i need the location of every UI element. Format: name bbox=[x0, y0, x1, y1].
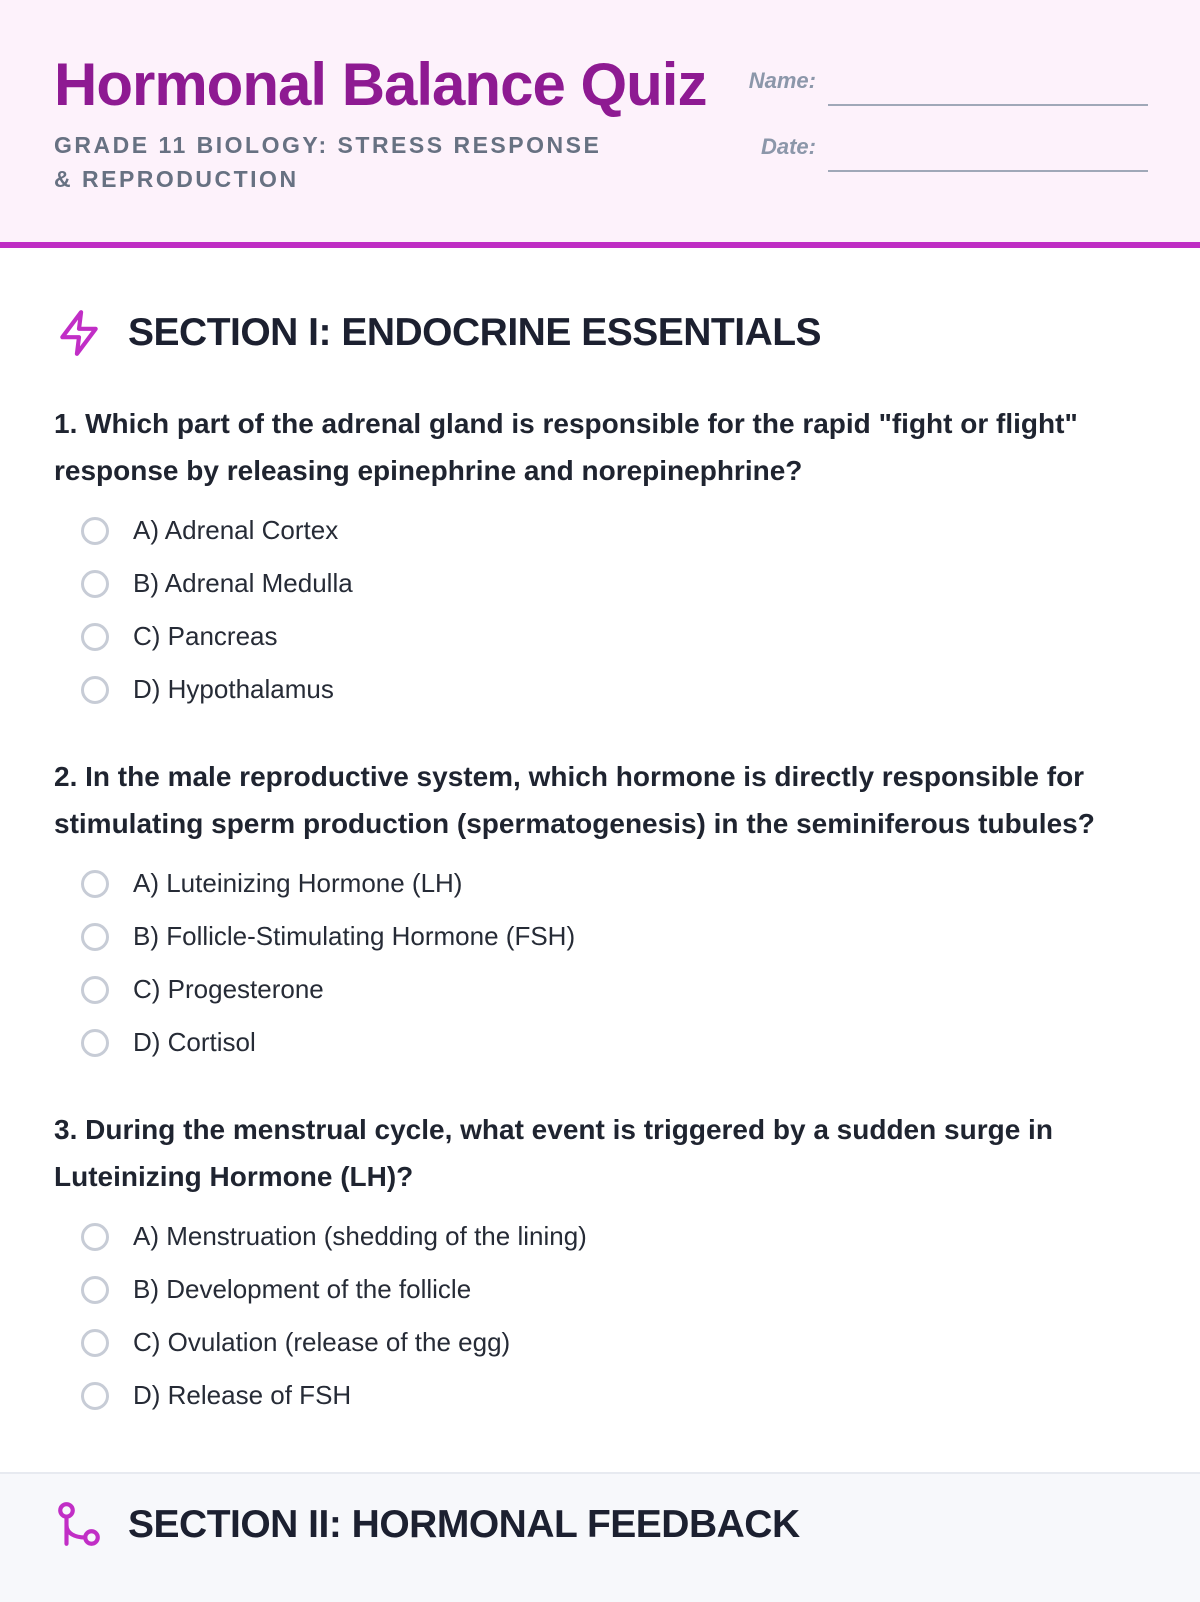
name-label: Name: bbox=[748, 68, 816, 93]
section-1-title: SECTION I: ENDOCRINE ESSENTIALS bbox=[128, 311, 822, 354]
answer-option[interactable] bbox=[54, 857, 1164, 910]
option-label: A) Adrenal Cortex bbox=[133, 515, 339, 545]
answer-option[interactable] bbox=[54, 663, 1164, 716]
answer-option[interactable] bbox=[54, 610, 1164, 663]
option-label: D) Release of FSH bbox=[133, 1380, 352, 1410]
option-label: D) Hypothalamus bbox=[133, 674, 334, 704]
answer-option[interactable] bbox=[54, 504, 1164, 557]
radio-button[interactable] bbox=[81, 976, 109, 1004]
quiz-header bbox=[0, 0, 1200, 248]
date-input-line[interactable] bbox=[828, 170, 1148, 172]
option-label: B) Adrenal Medulla bbox=[133, 568, 353, 598]
option-label: B) Follicle-Stimulating Hormone (FSH) bbox=[133, 921, 576, 951]
option-label: D) Cortisol bbox=[133, 1027, 256, 1057]
section-1-heading bbox=[54, 308, 821, 358]
question-1 bbox=[54, 400, 1164, 716]
radio-button[interactable] bbox=[81, 870, 109, 898]
radio-button[interactable] bbox=[81, 923, 109, 951]
option-label: C) Ovulation (release of the egg) bbox=[133, 1327, 511, 1357]
question-text: 1. Which part of the adrenal gland is responsible for the rapid "fight or flight" response by releasing epinephrine and norepinephrine? bbox=[54, 408, 1078, 486]
date-field-row bbox=[700, 130, 1148, 170]
option-label: A) Menstruation (shedding of the lining) bbox=[133, 1221, 587, 1251]
radio-button[interactable] bbox=[81, 517, 109, 545]
option-label: C) Pancreas bbox=[133, 621, 278, 651]
answer-option[interactable] bbox=[54, 557, 1164, 610]
answer-option[interactable] bbox=[54, 963, 1164, 1016]
answer-option[interactable] bbox=[54, 1369, 1164, 1422]
option-label: C) Progesterone bbox=[133, 974, 324, 1004]
answer-option[interactable] bbox=[54, 1316, 1164, 1369]
option-label: A) Luteinizing Hormone (LH) bbox=[133, 868, 463, 898]
question-2 bbox=[54, 753, 1164, 1069]
answer-option[interactable] bbox=[54, 1016, 1164, 1069]
question-text: 3. During the menstrual cycle, what event is triggered by a sudden surge in Luteinizing Hormone (LH)? bbox=[54, 1114, 1053, 1192]
lightning-icon bbox=[54, 308, 104, 358]
name-input-line[interactable] bbox=[828, 104, 1148, 106]
radio-button[interactable] bbox=[81, 1223, 109, 1251]
answer-options bbox=[54, 1210, 1164, 1422]
answer-option[interactable] bbox=[54, 910, 1164, 963]
radio-button[interactable] bbox=[81, 1029, 109, 1057]
name-field-row bbox=[700, 64, 1148, 104]
radio-button[interactable] bbox=[81, 676, 109, 704]
section-2-title: SECTION II: HORMONAL FEEDBACK bbox=[128, 1503, 800, 1546]
question-text: 2. In the male reproductive system, which hormone is directly responsible for stimulating sperm production (spermatogenesis) in the seminiferous tubules? bbox=[54, 761, 1095, 839]
question-3 bbox=[54, 1106, 1164, 1422]
radio-button[interactable] bbox=[81, 1382, 109, 1410]
section-2 bbox=[0, 1472, 1200, 1602]
quiz-subtitle: GRADE 11 BIOLOGY: STRESS RESPONSE & REPRODUCTION bbox=[54, 132, 602, 192]
radio-button[interactable] bbox=[81, 1329, 109, 1357]
radio-button[interactable] bbox=[81, 570, 109, 598]
option-label: B) Development of the follicle bbox=[133, 1274, 472, 1304]
section-2-heading bbox=[54, 1500, 800, 1550]
answer-options bbox=[54, 857, 1164, 1069]
radio-button[interactable] bbox=[81, 623, 109, 651]
answer-option[interactable] bbox=[54, 1210, 1164, 1263]
quiz-title: Hormonal Balance Quiz bbox=[54, 51, 707, 118]
radio-button[interactable] bbox=[81, 1276, 109, 1304]
date-label: Date: bbox=[760, 134, 816, 159]
answer-option[interactable] bbox=[54, 1263, 1164, 1316]
route-icon bbox=[54, 1500, 104, 1550]
answer-options bbox=[54, 504, 1164, 716]
